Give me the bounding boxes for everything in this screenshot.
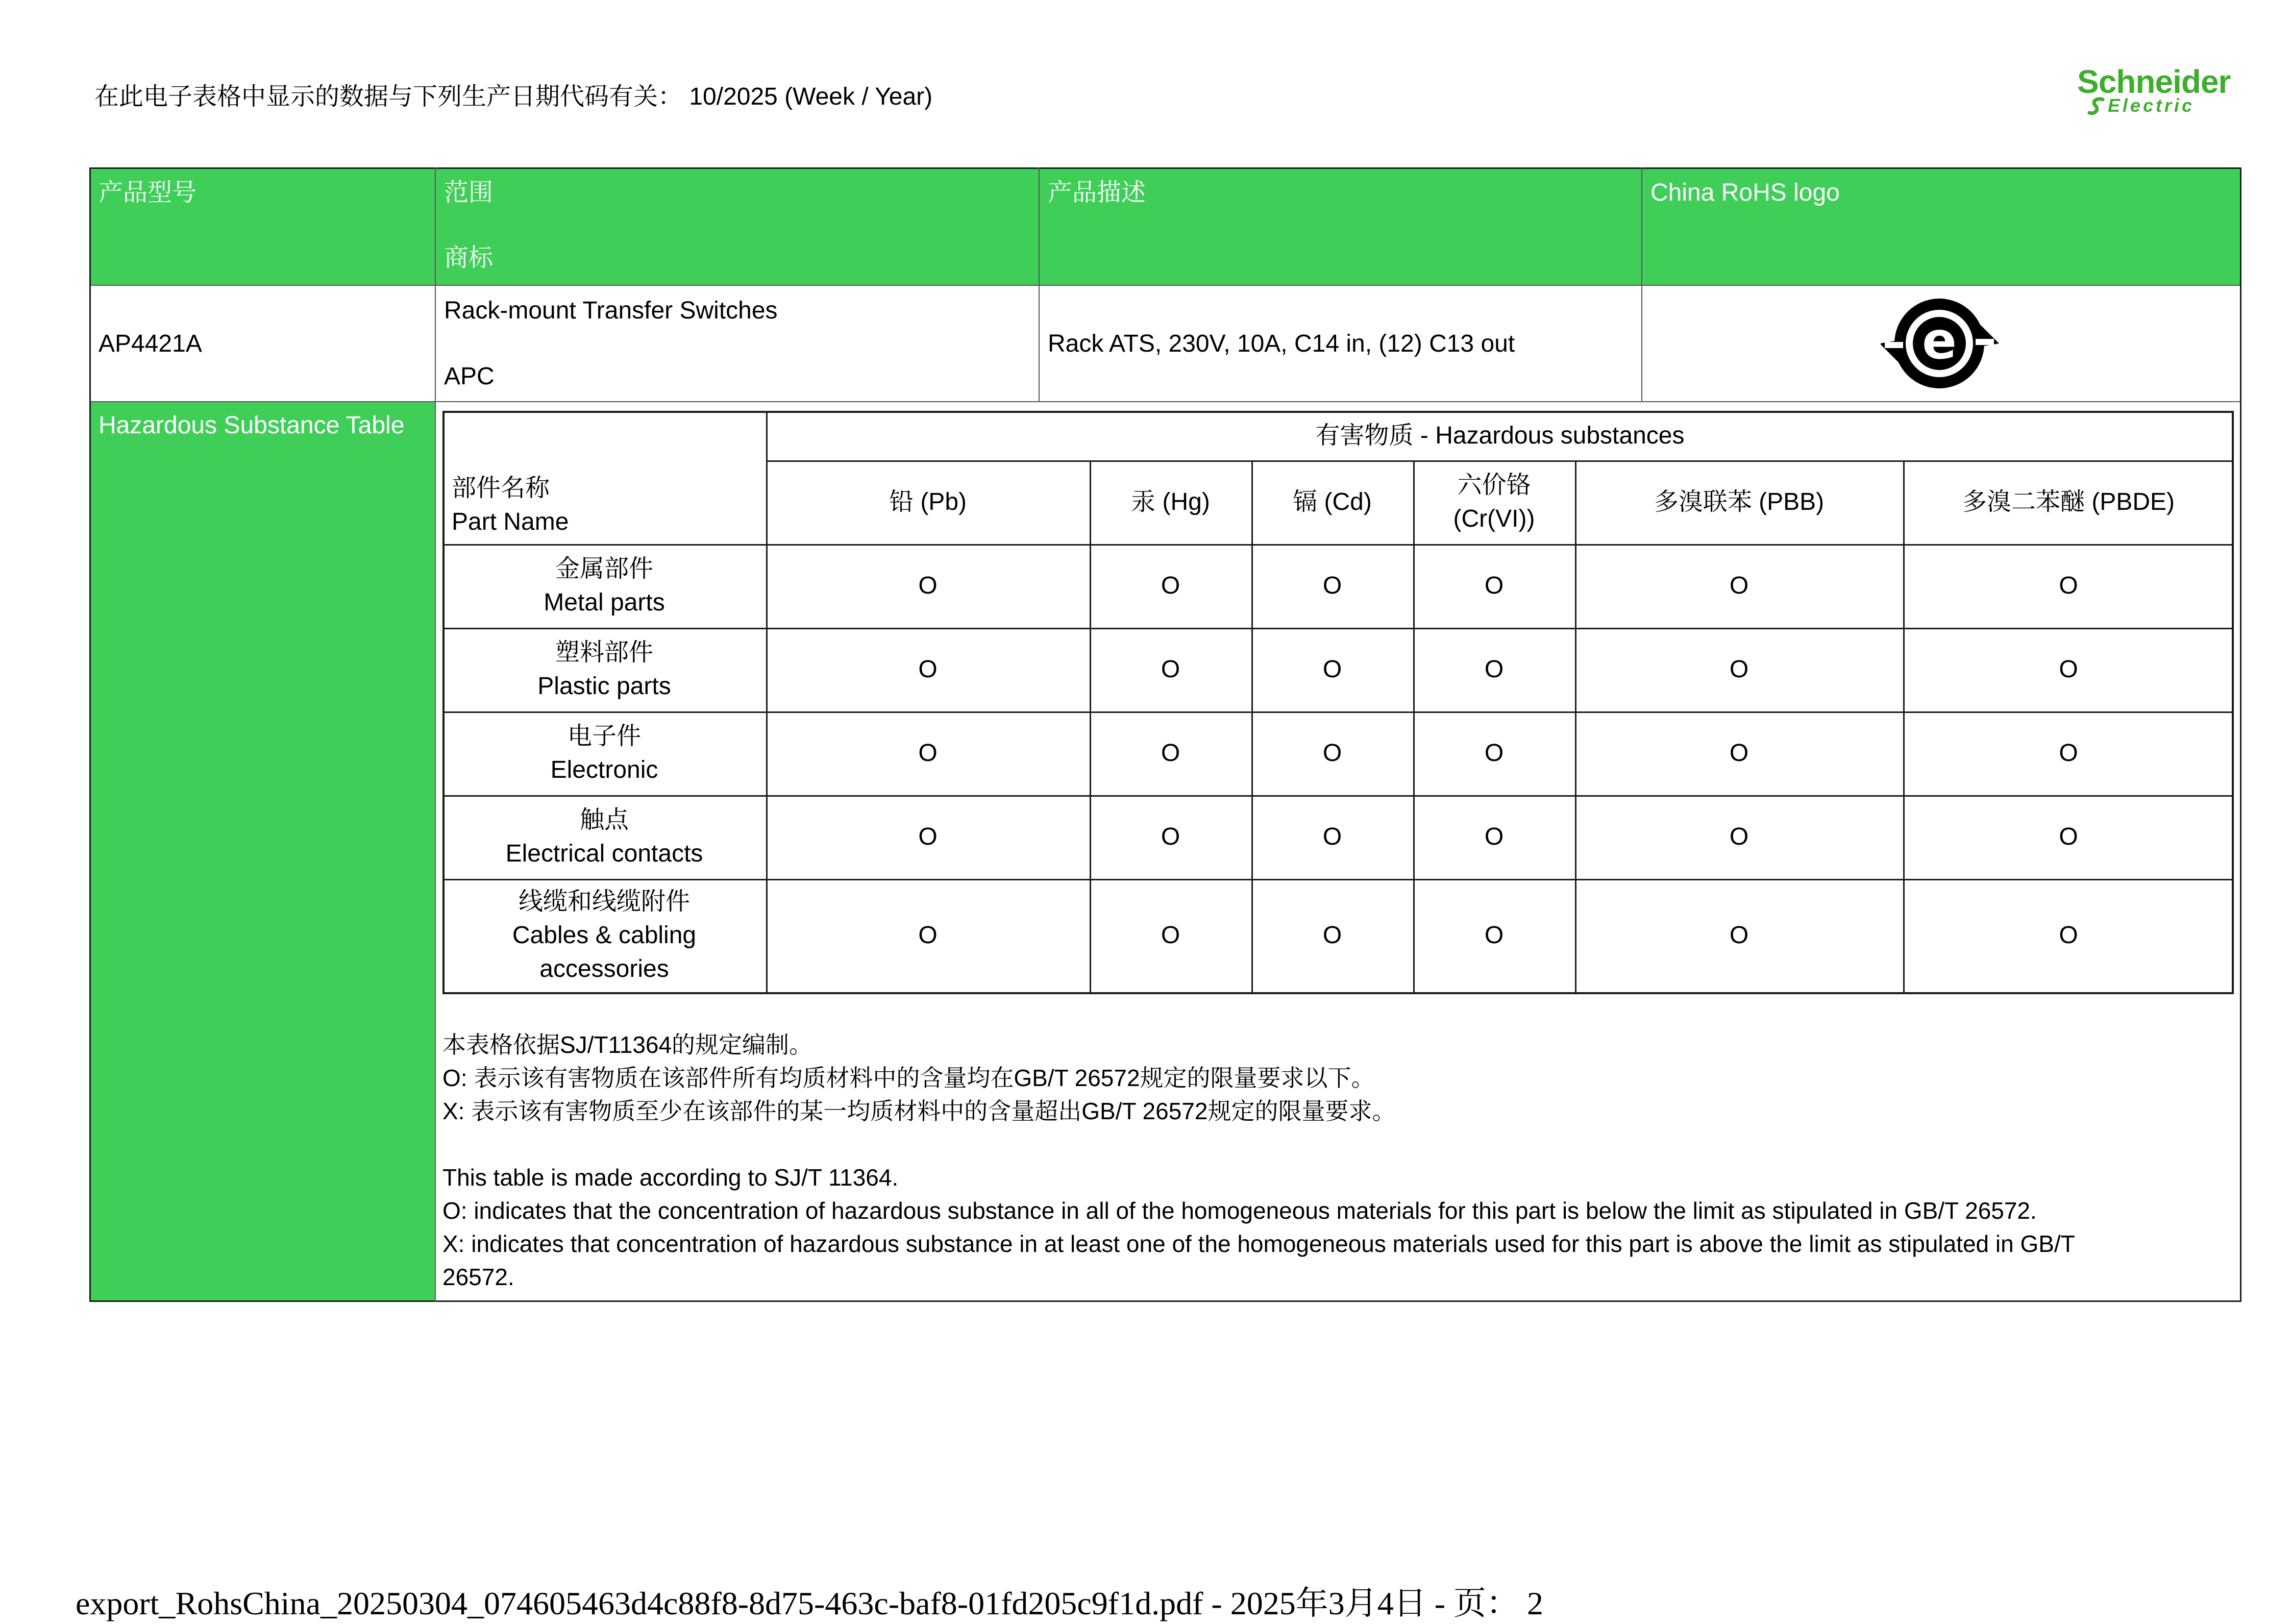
logo-sub-name: Electric <box>2108 95 2195 116</box>
table-cell: O <box>918 740 938 767</box>
col-range: 范围 <box>444 179 494 206</box>
table-cell: O <box>918 572 938 599</box>
table-cell: O <box>1729 572 1749 599</box>
notes-block <box>442 1028 2075 1294</box>
table-cell: O <box>1322 922 1342 949</box>
brand-value: APC <box>444 363 495 390</box>
description-value: Rack ATS, 230V, 10A, C14 in, (12) C13 out <box>1048 330 1515 357</box>
substance-header-pb <box>766 460 1090 544</box>
part-en: Electrical contacts <box>505 840 703 867</box>
substance-header-cd <box>1251 460 1413 544</box>
table-cell: O <box>1322 823 1342 850</box>
table-cell: O <box>1161 922 1180 949</box>
part-en: Plastic parts <box>537 673 671 700</box>
substances-group-header <box>766 411 2234 460</box>
substance-header-pbb <box>1575 460 1903 544</box>
part-name-cn: 部件名称 <box>452 475 550 502</box>
substance-label-line2: (Cr(VI)) <box>1453 505 1535 532</box>
header-row-background <box>89 167 2241 286</box>
note-cn-2: O: 表示该有害物质在该部件所有均质材料中的含量均在GB/T 26572规定的限量要求以下。 <box>442 1065 1375 1091</box>
inner-border-bottom <box>442 992 2234 994</box>
note-en-1: This table is made according to SJ/T 11364. <box>442 1164 899 1191</box>
substance-label: 汞 (Hg) <box>1131 488 1210 515</box>
range-value: Rack-mount Transfer Switches <box>444 297 778 324</box>
table-cell: O <box>1322 572 1342 599</box>
part-name-en: Part Name <box>452 508 569 535</box>
substance-header-hg <box>1090 460 1251 544</box>
part-name-header <box>442 411 766 544</box>
table-cell: O <box>2059 656 2078 683</box>
note-cn-1: 本表格依据SJ/T11364的规定编制。 <box>442 1031 813 1058</box>
logo-brand-name: Schneider <box>2077 63 2231 100</box>
table-cell: O <box>1161 572 1180 599</box>
part-cn: 金属部件 <box>555 555 653 582</box>
table-divider <box>89 285 2241 286</box>
substance-label: 多溴二苯醚 (PBDE) <box>1962 488 2175 515</box>
table-divider <box>435 167 436 1302</box>
table-row-part <box>442 544 766 628</box>
table-cell: O <box>918 922 938 949</box>
svg-text:e: e <box>1922 311 1957 371</box>
table-cell: O <box>2059 922 2078 949</box>
table-cell: O <box>1729 823 1749 850</box>
table-cell: O <box>1484 740 1504 767</box>
schneider-electric-logo <box>2077 64 2230 120</box>
table-cell: O <box>918 656 938 683</box>
substance-header-cr6 <box>1413 460 1575 544</box>
table-cell: O <box>1484 656 1504 683</box>
substance-header-pbde <box>1903 460 2234 544</box>
table-border-bottom <box>89 1300 2241 1302</box>
product-model-value: AP4421A <box>98 330 202 357</box>
table-cell: O <box>2059 572 2078 599</box>
china-rohs-e-icon <box>1881 290 2003 397</box>
table-cell: O <box>1161 740 1180 767</box>
part-en-line2: accessories <box>539 955 669 982</box>
date-code-line: 在此电子表格中显示的数据与下列生产日期代码有关： 10/2025 (Week / Year) <box>94 83 933 110</box>
part-cn: 线缆和线缆附件 <box>518 888 690 915</box>
table-cell: O <box>1322 656 1342 683</box>
table-cell: O <box>1484 922 1504 949</box>
substance-label: 铅 (Pb) <box>889 488 967 515</box>
table-cell: O <box>2059 823 2078 850</box>
table-border-top <box>89 167 2241 169</box>
note-cn-3: X: 表示该有害物质至少在该部件的某一均质材料中的含量超出GB/T 26572规定的限量要求。 <box>442 1098 1396 1124</box>
table-row-part <box>442 628 766 711</box>
table-row-part <box>442 711 766 795</box>
col-rohs-logo: China RoHS logo <box>1650 179 1840 206</box>
substance-label: 多溴联苯 (PBB) <box>1654 488 1825 515</box>
part-cn: 塑料部件 <box>555 639 653 666</box>
table-cell: O <box>2059 740 2078 767</box>
substances-group-label: 有害物质 - Hazardous substances <box>1315 422 1685 449</box>
col-product-model: 产品型号 <box>98 179 197 206</box>
col-brand: 商标 <box>444 244 494 272</box>
substance-label: 镉 (Cd) <box>1293 488 1372 515</box>
table-divider <box>1641 167 1642 402</box>
table-cell: O <box>918 823 938 850</box>
note-en-2: O: indicates that the concentration of hazardous substance in all of the homogeneous materials for this part is below the limit as stipulated in GB/T 26572. <box>442 1197 2037 1224</box>
part-en: Metal parts <box>544 589 665 616</box>
table-cell: O <box>1729 740 1749 767</box>
table-border-right <box>2240 167 2241 1302</box>
col-description: 产品描述 <box>1048 179 1146 206</box>
part-cn: 触点 <box>579 806 629 833</box>
note-en-3-cont: 26572. <box>442 1264 514 1290</box>
substance-label: 六价铬 <box>1457 472 1531 499</box>
table-cell: O <box>1322 740 1342 767</box>
hazard-label: Hazardous Substance Table <box>98 412 405 439</box>
table-border-left <box>89 167 91 1302</box>
table-cell: O <box>1161 656 1180 683</box>
table-row-part <box>442 795 766 879</box>
table-cell: O <box>1729 922 1749 949</box>
table-cell: O <box>1161 823 1180 850</box>
part-en: Electronic <box>550 756 658 783</box>
hazardous-substance-table <box>442 411 2234 994</box>
note-en-3: X: indicates that concentration of hazardous substance in at least one of the homogeneous materials used for this part is above the limit as stipulated in GB/T <box>442 1231 2075 1257</box>
part-en: Cables & cabling <box>512 922 697 949</box>
table-divider <box>89 401 2241 402</box>
table-cell: O <box>1729 656 1749 683</box>
page-footer: export_RohsChina_20250304_074605463d4c88f8-8d75-463c-baf8-01fd205c9f1d.pdf - 2025年3月4日 - 页： 2 <box>76 1585 1544 1621</box>
logo-mark-icon <box>2087 95 2110 118</box>
table-cell: O <box>1484 823 1504 850</box>
part-cn: 电子件 <box>567 723 641 750</box>
hazard-label-background <box>89 402 435 1302</box>
table-cell: O <box>1484 572 1504 599</box>
table-divider <box>1039 167 1040 402</box>
table-row-part <box>442 879 766 992</box>
